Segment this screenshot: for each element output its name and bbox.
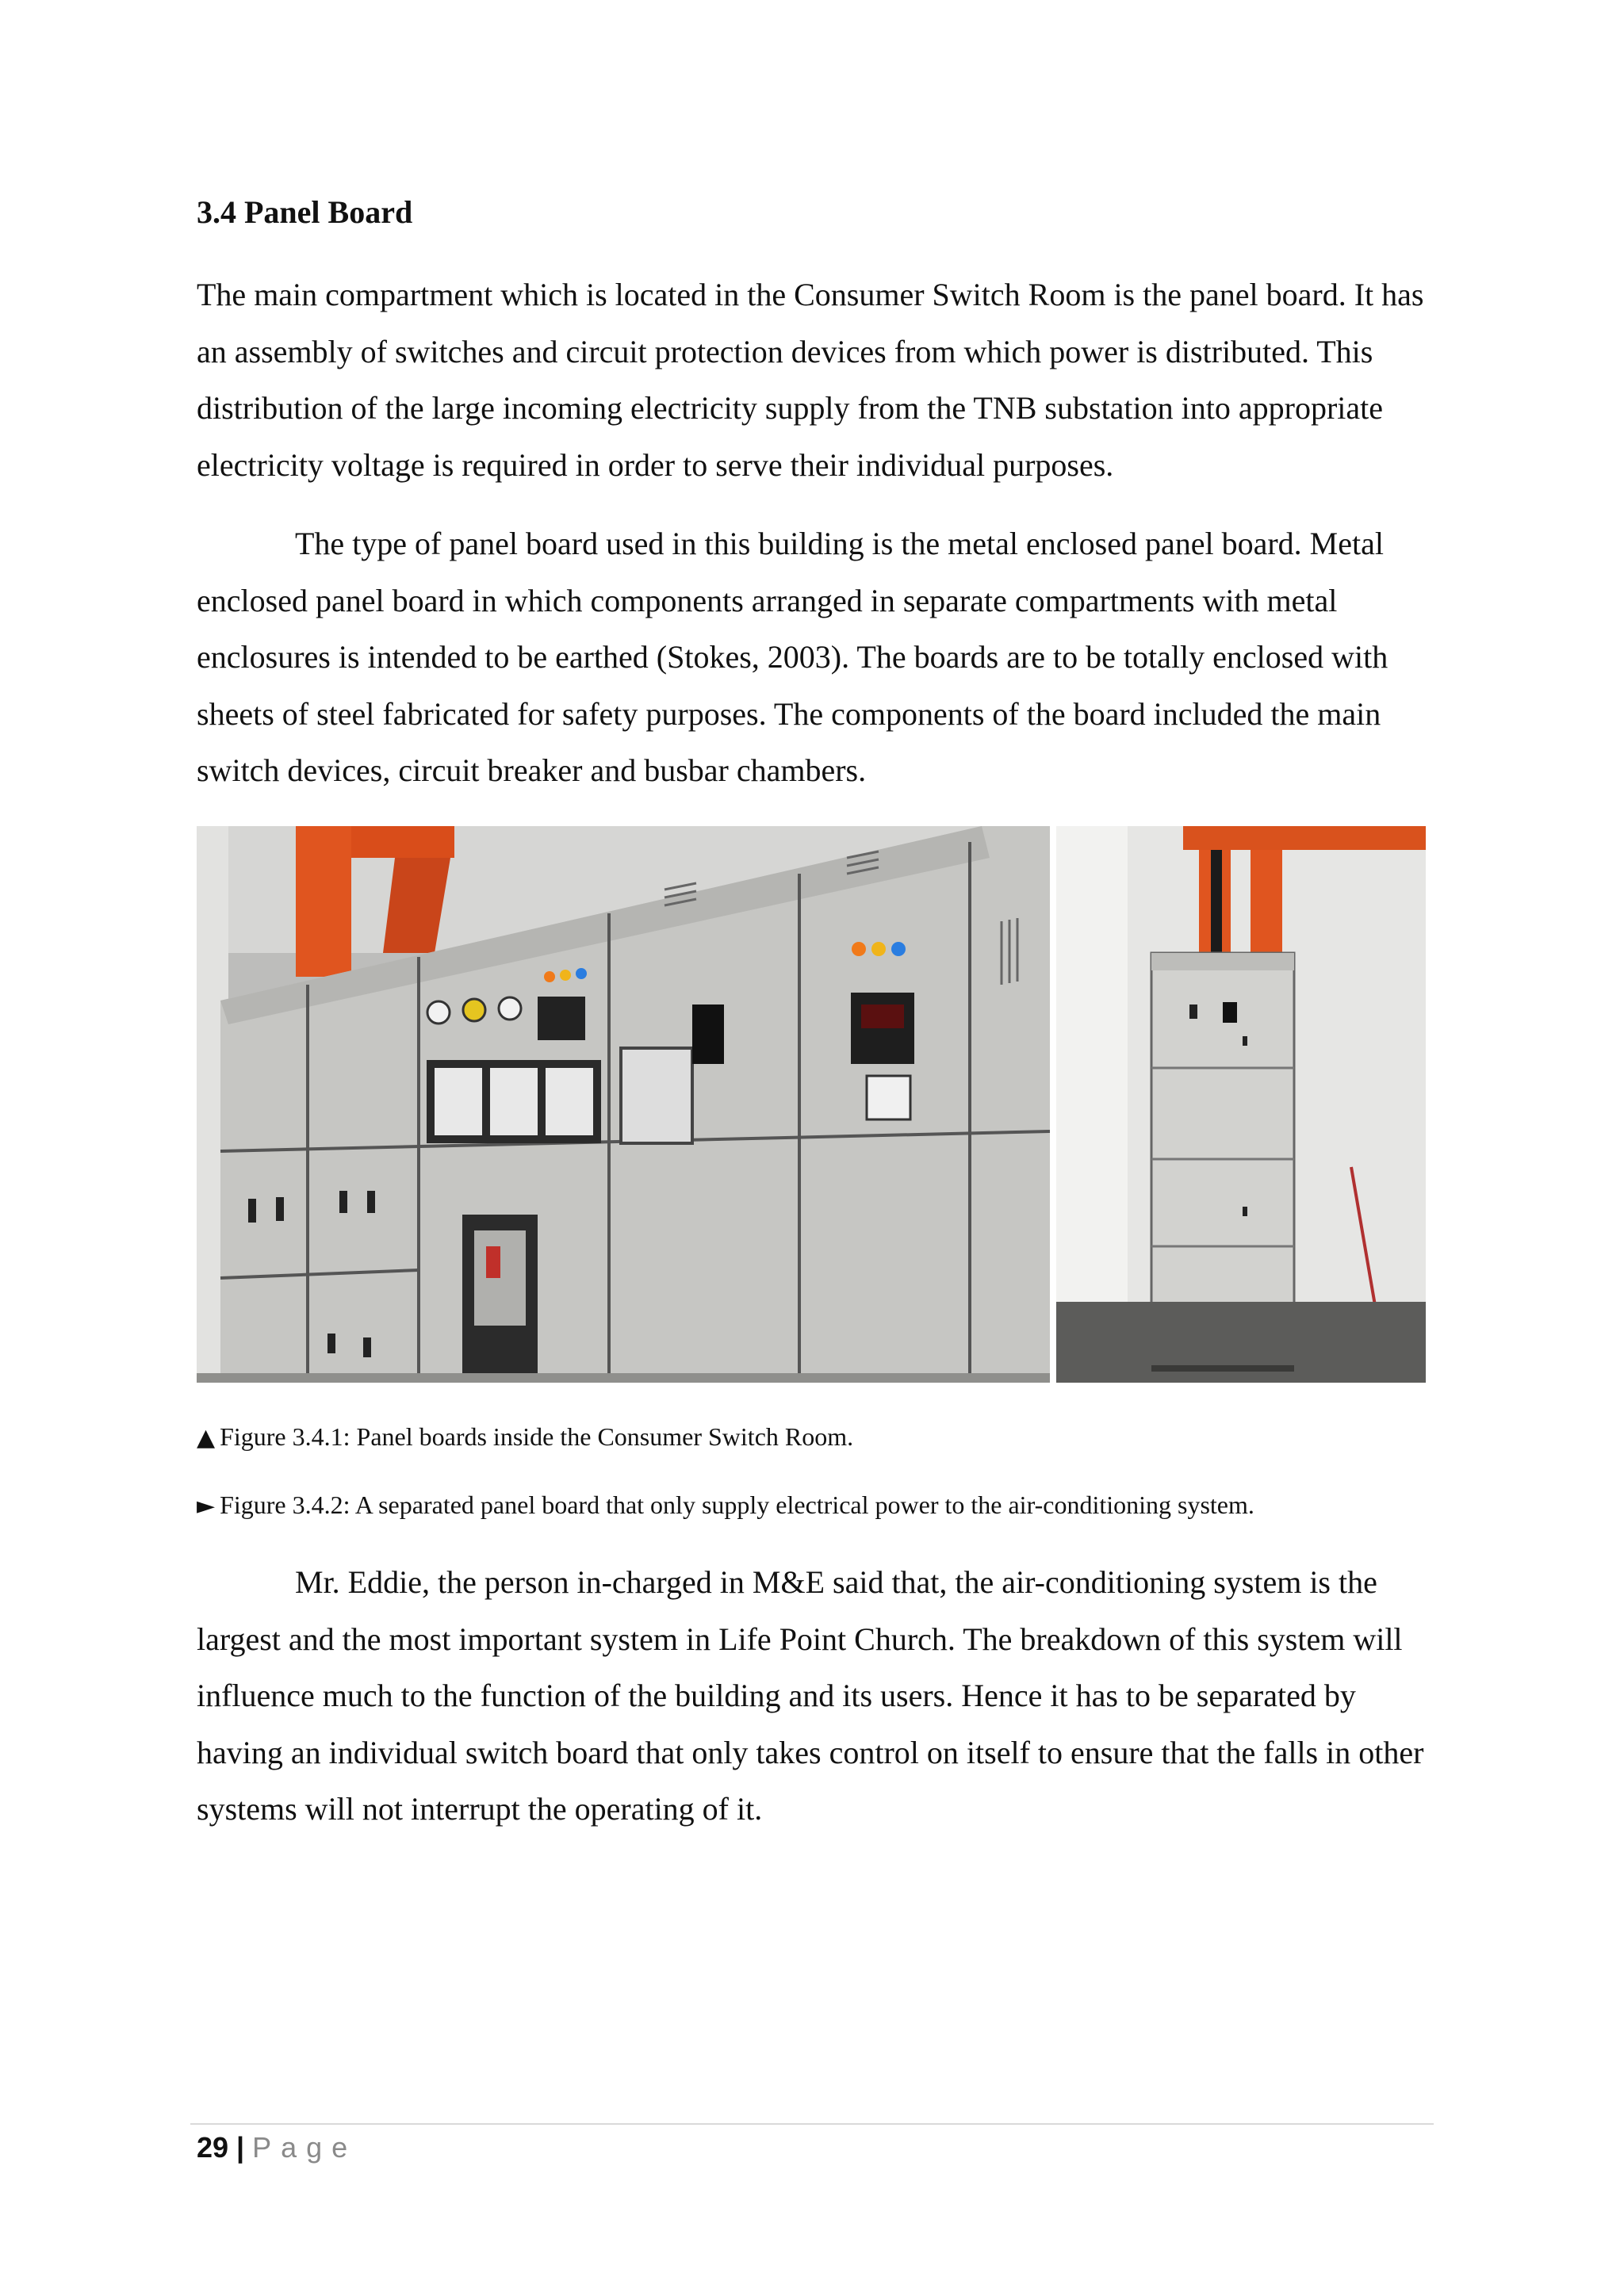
footer-divider [190,2123,1434,2125]
paragraph-air-conditioning: Mr. Eddie, the person in-charged in M&E said that, the air-conditioning system is the largest and the most important system in Life Point Church. The breakdown of this system will influence much to the function of the building and its users. Hence it has to be separated by having an individual switch board that only takes control on itself to ensure that the falls in other systems will not interrupt the operating of it. [197,1564,1424,1827]
triangle-up-icon: ▲ [197,1424,216,1452]
figure-panel-boards-photo [197,826,1050,1383]
caption-text: Figure 3.4.2: A separated panel board that only supply electrical power to the air-conditioning system. [220,1490,1254,1519]
caption-text: Figure 3.4.1: Panel boards inside the Consumer Switch Room. [220,1422,854,1451]
footer-separator: | [236,2131,245,2164]
section-heading: 3.4 Panel Board [197,194,413,230]
figure-caption-3-4-1 [197,1422,853,1452]
page-footer [197,2131,357,2164]
figure-caption-3-4-2 [197,1490,1254,1520]
paragraph-panel-type: The type of panel board used in this building is the metal enclosed panel board. Metal enclosed panel board in which components arranged in separate compartments with metal enclosures is intended to be earthed (Stokes, 2003). The boards are to be totally enclosed with sheets of steel fabricated for safety purposes. The components of the board included the main switch devices, circuit breaker and busbar chambers. [197,526,1388,788]
figure-separated-panel-photo [1056,826,1426,1383]
paragraph-intro: The main compartment which is located in the Consumer Switch Room is the panel board. It has an assembly of switches and circuit protection devices from which power is distributed. This distribution of the large incoming electricity supply from the TNB substation into appropriate electricity voltage is required in order to serve their individual purposes. [197,277,1424,483]
triangle-right-icon: ► [197,1492,216,1520]
page-number: 29 [197,2131,229,2164]
page-label: Page [252,2131,358,2164]
